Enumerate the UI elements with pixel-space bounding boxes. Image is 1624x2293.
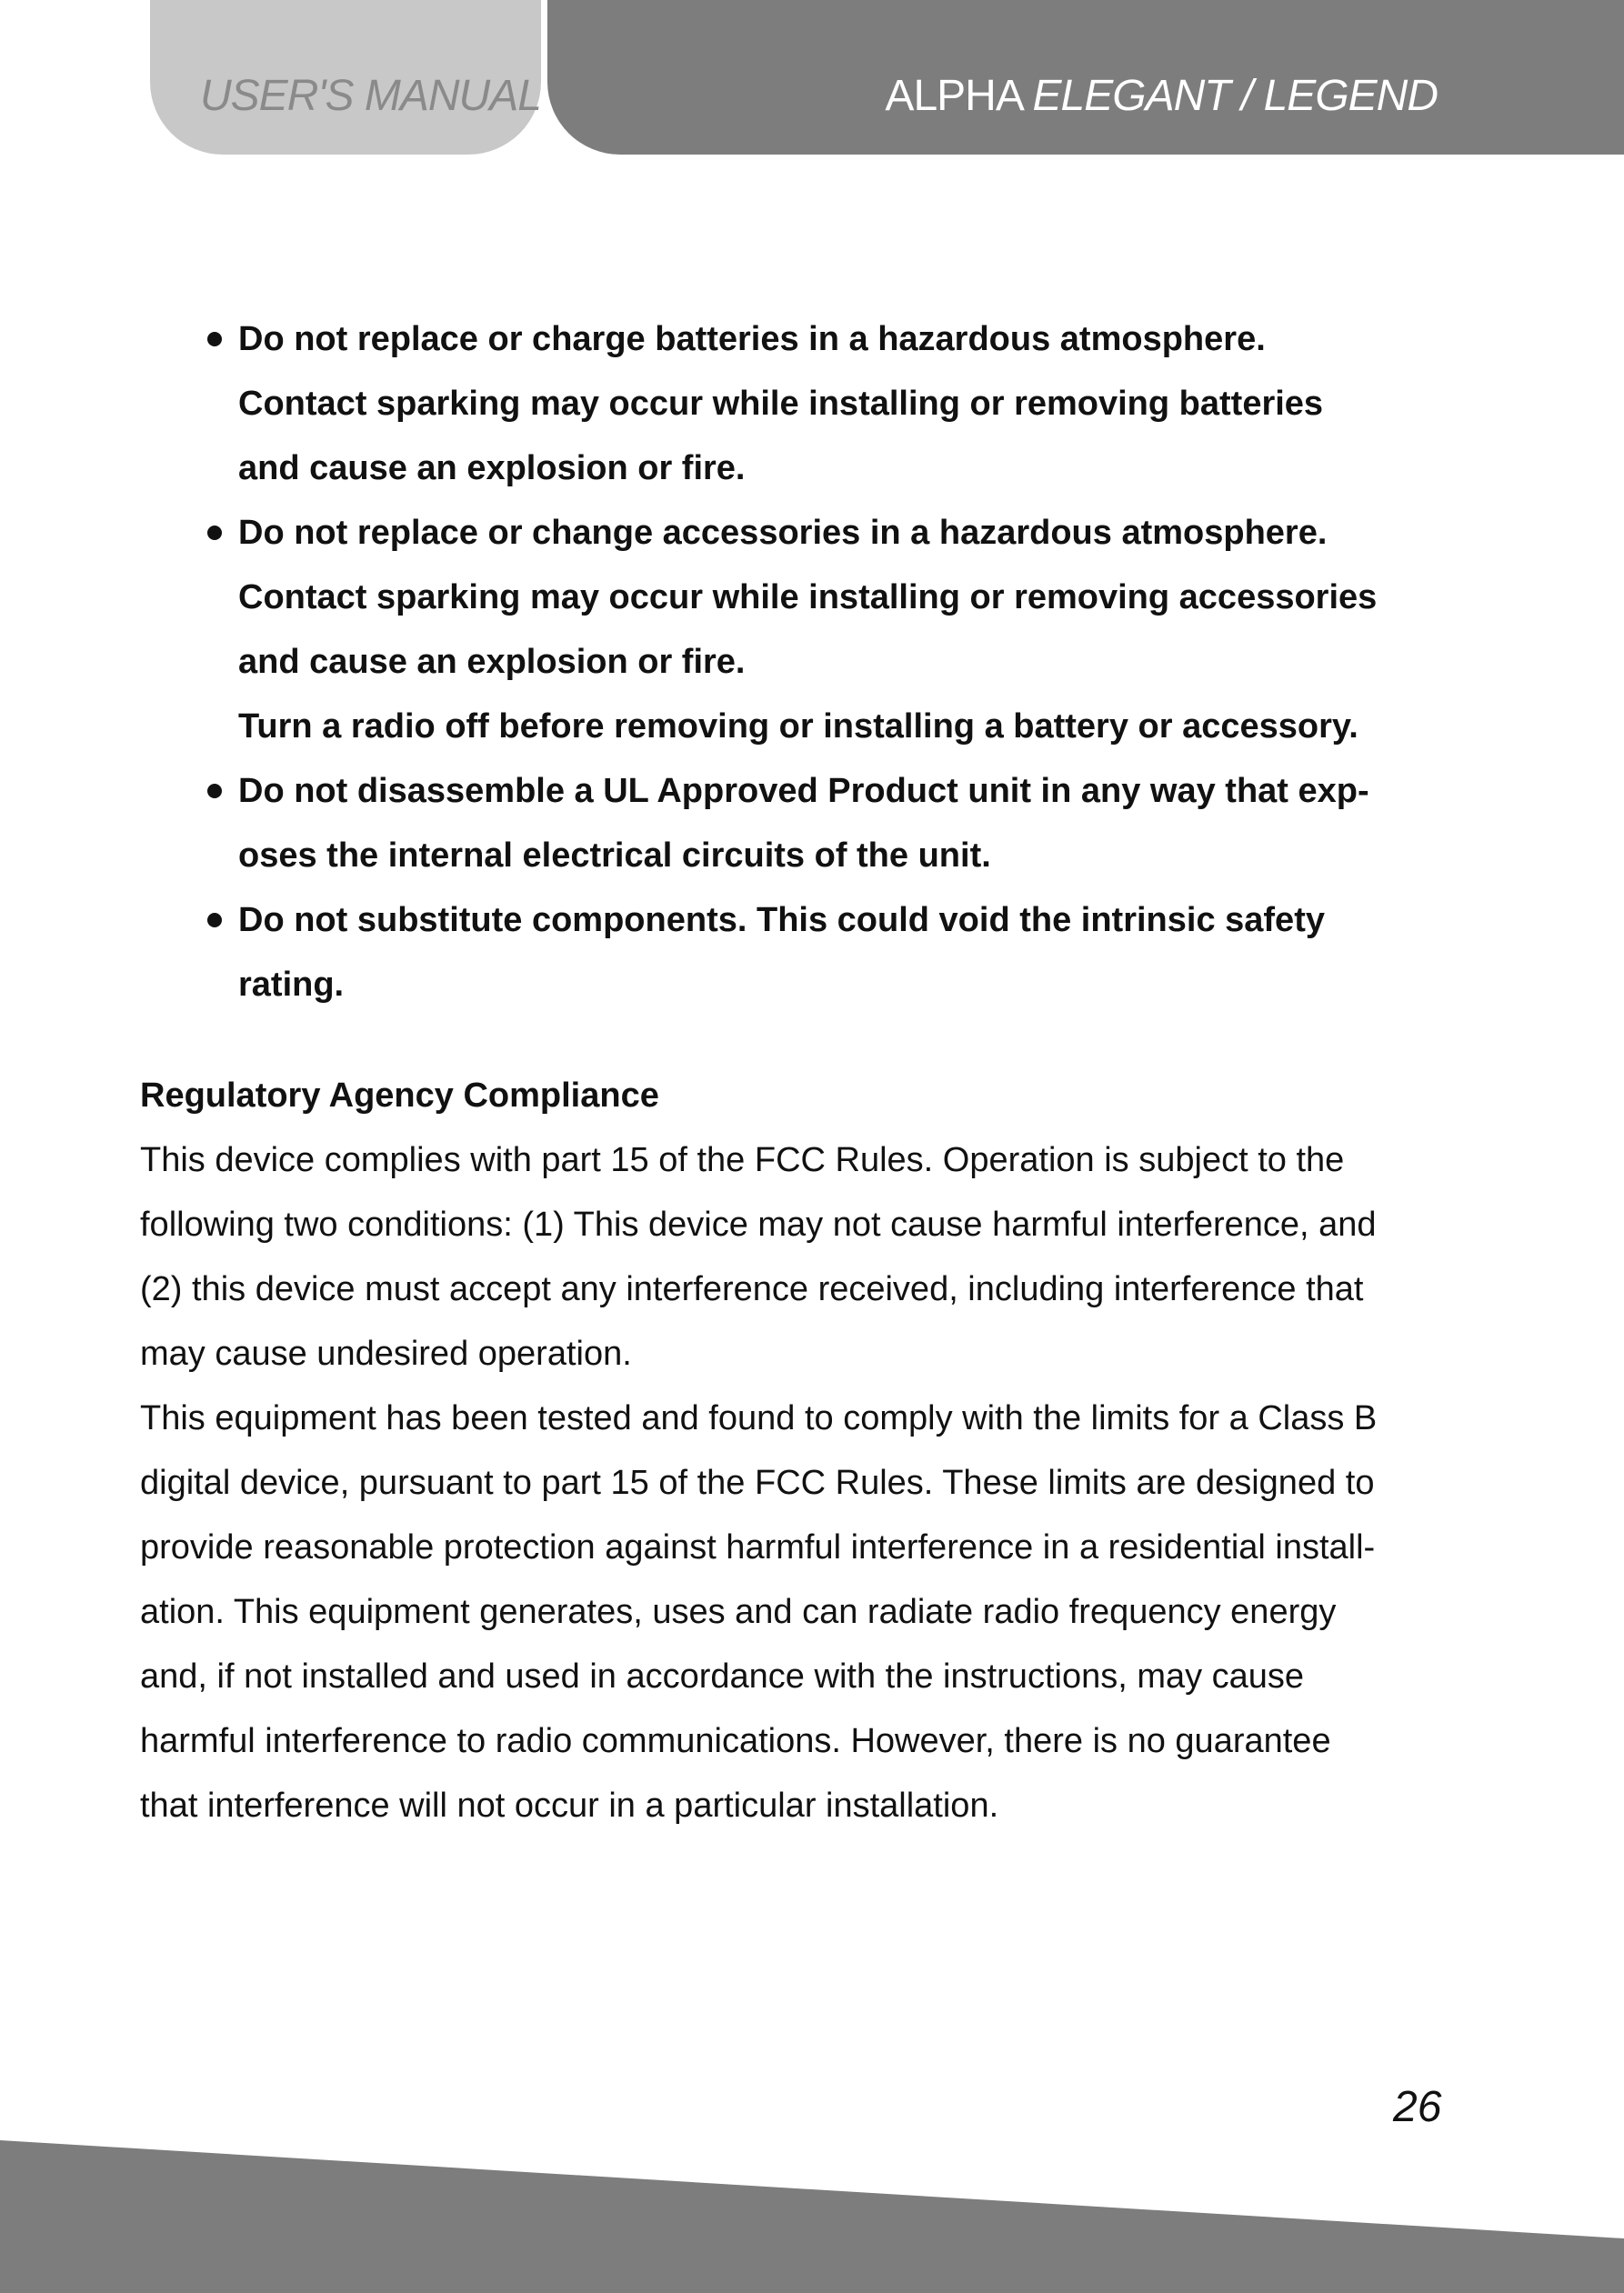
page-number: 26 (1393, 2083, 1442, 2131)
bullet-line: and cause an explosion or fire. (238, 643, 746, 681)
bullet-line: oses the internal electrical circuits of the unit. (238, 836, 991, 875)
footer-band (0, 2128, 1624, 2293)
bullet-line: Contact sparking may occur while installing or removing accessories (238, 578, 1378, 616)
bullet-line: Turn a radio off before removing or installing a battery or accessory. (238, 707, 1358, 746)
paragraph-line: digital device, pursuant to part 15 of the FCC Rules. These limits are designed to (140, 1464, 1375, 1502)
paragraph-line: provide reasonable protection against harmful interference in a residential install- (140, 1528, 1376, 1567)
bullet-line: Do not substitute components. This could void the intrinsic safety (238, 901, 1325, 939)
paragraph-line: harmful interference to radio communications. However, there is no guarantee (140, 1722, 1331, 1760)
bullet-item (200, 759, 1491, 888)
paragraph-line: (2) this device must accept any interference received, including interference that (140, 1270, 1364, 1308)
bullet-line: rating. (238, 966, 345, 1004)
bullet-line: Do not disassemble a UL Approved Product unit in any way that exp- (238, 772, 1369, 810)
regulatory-section (140, 1064, 1486, 1838)
bullet-line: and cause an explosion or fire. (238, 449, 746, 487)
header-left-tab (150, 0, 541, 155)
product-title (885, 71, 1438, 121)
section-heading: Regulatory Agency Compliance (140, 1076, 659, 1115)
paragraph-line: This equipment has been tested and found to comply with the limits for a Class B (140, 1399, 1378, 1437)
paragraph-line: following two conditions: (1) This device may not cause harmful interference, and (140, 1206, 1377, 1244)
paragraph-line: may cause undesired operation. (140, 1335, 632, 1373)
model-name: ELEGANT / LEGEND (1032, 72, 1438, 120)
bullet-line: Do not replace or change accessories in a hazardous atmosphere. (238, 514, 1328, 552)
bullet-dot-icon (207, 784, 222, 798)
paragraph-line: ation. This equipment generates, uses and can radiate radio frequency energy (140, 1593, 1337, 1631)
bullet-item (200, 501, 1491, 759)
paragraph-line: that interference will not occur in a particular installation. (140, 1787, 999, 1825)
manual-label: USER'S MANUAL (200, 72, 541, 120)
bullet-dot-icon (207, 526, 222, 540)
paragraph-line: and, if not installed and used in accordance with the instructions, may cause (140, 1657, 1305, 1696)
bullet-line: Do not replace or charge batteries in a hazardous atmosphere. (238, 320, 1266, 358)
safety-bullet-list (200, 307, 1491, 1017)
bullet-item (200, 307, 1491, 501)
bullet-dot-icon (207, 332, 222, 346)
bullet-dot-icon (207, 913, 222, 927)
bullet-item (200, 888, 1491, 1017)
brand-name: ALPHA (885, 72, 1022, 120)
header-right-tab (547, 0, 1624, 155)
bullet-line: Contact sparking may occur while installing or removing batteries (238, 385, 1324, 423)
paragraph-line: This device complies with part 15 of the FCC Rules. Operation is subject to the (140, 1141, 1345, 1179)
